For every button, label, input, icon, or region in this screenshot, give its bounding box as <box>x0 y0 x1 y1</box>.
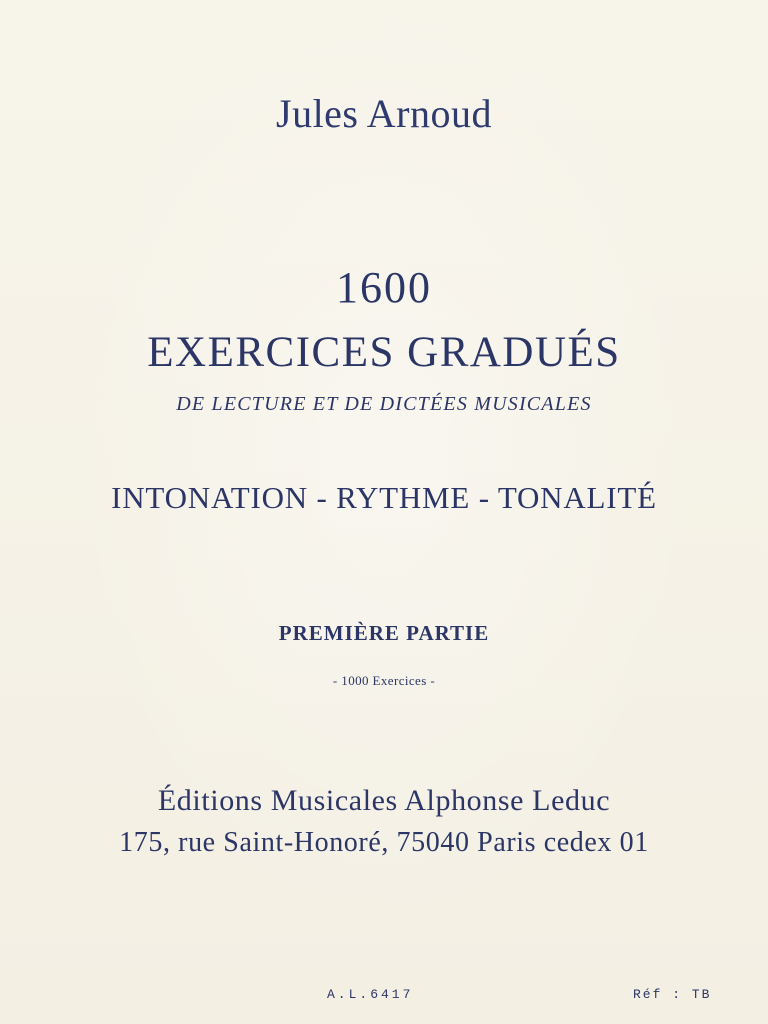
author-name: Jules Arnoud <box>276 91 492 136</box>
reference-code: Réf : TB <box>633 987 712 1002</box>
exercise-count: - 1000 Exercices - <box>332 673 436 688</box>
subtitle: DE LECTURE ET DE DICTÉES MUSICALES <box>176 393 592 415</box>
publisher-address: 175, rue Saint-Honoré, 75040 Paris cedex 01 <box>119 827 649 858</box>
catalog-number: A.L.6417 <box>327 987 414 1002</box>
part-title: PREMIÈRE PARTIE <box>278 621 490 645</box>
exercise-total-number: 1600 <box>336 263 432 312</box>
topics-line: INTONATION - RYTHME - TONALITÉ <box>111 480 657 515</box>
main-title: EXERCICES GRADUÉS <box>147 329 621 376</box>
publisher-name: Éditions Musicales Alphonse Leduc <box>157 784 611 817</box>
